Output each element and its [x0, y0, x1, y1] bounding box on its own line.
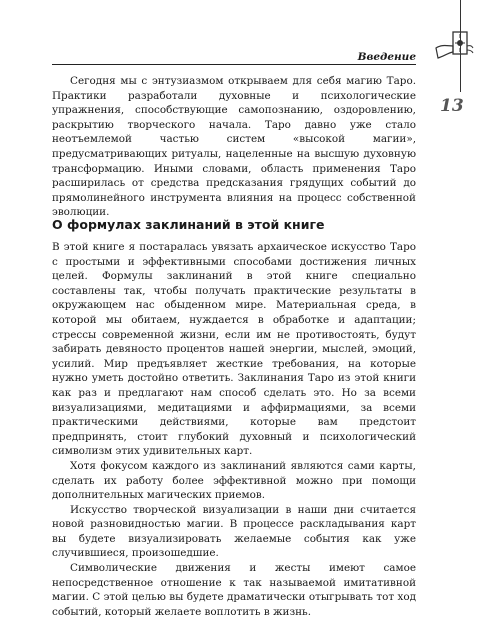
paragraph: Искусство творческой визуализации в наши дни считается новой разновидностью магии. В процессе раскладывания карт вы будете визуализировать желаемые события как уже случившиеся, произошедшие.	[52, 503, 416, 560]
section-heading: О формулах заклинаний в этой книге	[52, 217, 325, 232]
running-header	[52, 50, 416, 65]
paragraph: Хотя фокусом каждого из заклинаний являются сами карты, сделать их работу более эффективной можно при помощи дополнительных магических приемов.	[52, 459, 416, 502]
paragraph: Символические движения и жесты имеют самое непосредственное отношение к так называемой имитативной магии. С этой целью вы будете драматически отыгрывать тот ход событий, который желаете воплотить в жизнь.	[52, 562, 416, 618]
section-title: Введение	[354, 50, 416, 64]
page-number: 13	[440, 96, 464, 116]
hand-card-icon	[434, 22, 474, 78]
intro-paragraph: Сегодня мы с энтузиазмом открываем для себя магию Таро. Практики разработали духовные и психологические упражнения, способствующие самопознанию, оздоровлению, раскрытию творческого начала. Таро давно уже стало неотъемлемой частью систем «высокой магии», предусматривающих ритуалы, нацеленные на высшую духовную трансформацию. Иными словами, область применения Таро расширилась от средства предсказания грядущих событий до прямолинейного инструмента влияния на процесс собственной эволюции.	[52, 75, 416, 219]
body-text	[52, 240, 416, 619]
paragraph: В этой книге я постаралась увязать архаическое искусство Таро с простыми и эффективными способами достижения личных целей. Формулы заклинаний в этой книге специально составлены так, чтобы получать практические результаты в окружающем нас обыденном мире. Материальная среда, в которой мы обитаем, нуждается в обработке и адаптации; стрессы современной жизни, если им не противостоять, будут забирать девяносто процентов нашей энергии, мыслей, эмоций, усилий. Мир предъявляет жесткие требования, на которые нужно уметь достойно ответить. Заклинания Таро из этой книги как раз и предлагают нам способ сделать это. Но за всеми визуализациями, медитациями и аффирмациями, за всеми практическими действиями, которые вам предстоит предпринять, стоит глубокий духовный и психологический символизм этих удивительных карт.	[52, 241, 416, 458]
intro-text	[52, 74, 416, 220]
